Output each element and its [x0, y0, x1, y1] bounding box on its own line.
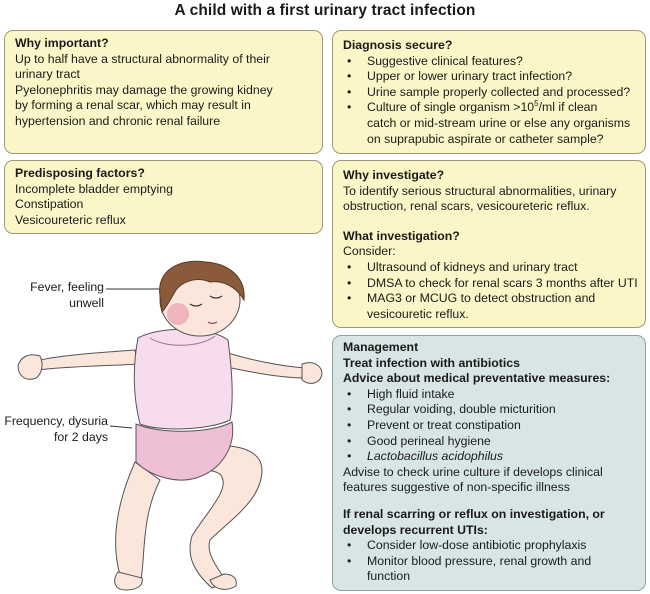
- advise-line: features suggestive of non-specific illness: [343, 480, 570, 495]
- frequency-label: Frequency, dysuria for 2 days: [4, 414, 108, 444]
- why-important-line: by forming a renal scar, which may result in: [15, 98, 251, 113]
- what-investigation-heading: What investigation?: [343, 228, 460, 243]
- why-important-box: [4, 30, 323, 154]
- why-important-line: Up to half have a structural abnormality of their: [15, 51, 270, 66]
- investigation-item: • DMSA to check for renal scars 3 months after UTI: [343, 276, 637, 292]
- management-heading: Management: [343, 340, 419, 354]
- why-important-heading: Why important?: [15, 36, 109, 50]
- diagnosis-heading: Diagnosis secure?: [343, 38, 453, 52]
- predisposing-line: Constipation: [15, 197, 84, 212]
- predisposing-heading: Predisposing factors?: [15, 166, 145, 180]
- measure-item: • Regular voiding, double micturition: [343, 402, 637, 418]
- diagnosis-item: • Upper or lower urinary tract infection?: [343, 69, 637, 85]
- management-subheading: Advice about medical preventative measures:: [343, 371, 611, 386]
- renal-item: • Consider low-dose antibiotic prophylaxis: [343, 538, 637, 554]
- predisposing-line: Vesicoureteric reflux: [15, 212, 126, 227]
- renal-heading: If renal scarring or reflux on investigation, or: [343, 506, 605, 521]
- measure-item: • High fluid intake: [343, 387, 637, 403]
- renal-list: [343, 538, 637, 585]
- measure-item: • Prevent or treat constipation: [343, 418, 637, 434]
- measure-item: • Good perineal hygiene: [343, 434, 637, 450]
- why-investigate-heading: Why investigate?: [343, 168, 445, 182]
- advise-line: Advise to check urine culture if develops clinical: [343, 464, 603, 479]
- what-investigation-intro: Consider:: [343, 244, 396, 259]
- diagnosis-item: • Urine sample properly collected and processed?: [343, 85, 637, 101]
- investigation-item: • MAG3 or MCUG to detect obstruction and vesicouretic reflux.: [343, 291, 637, 322]
- renal-heading: develops recurrent UTIs:: [343, 522, 488, 537]
- diagnosis-box: [332, 30, 646, 154]
- why-important-line: Pyelonephritis may damage the growing kidney: [15, 82, 273, 97]
- investigation-item: • Ultrasound of kidneys and urinary tract: [343, 260, 637, 276]
- renal-item: • Monitor blood pressure, renal growth and function: [343, 554, 637, 585]
- management-box: [332, 335, 646, 591]
- measure-item: • Lactobacillus acidophilus: [343, 449, 637, 465]
- diagnosis-item: • Suggestive clinical features?: [343, 54, 637, 70]
- diagnosis-list: [343, 54, 637, 148]
- fever-label: Fever, feeling unwell: [30, 280, 104, 310]
- investigation-box: [332, 160, 646, 328]
- investigation-list: [343, 260, 637, 322]
- why-investigate-line: obstruction, renal scars, vesicoureteric reflux.: [343, 199, 590, 214]
- management-subheading: Treat infection with antibiotics: [343, 355, 520, 370]
- why-important-line: hypertension and chronic renal failure: [15, 113, 221, 128]
- why-investigate-line: To identify serious structural abnormalities, urinary: [343, 183, 617, 198]
- diagram-title: A child with a first urinary tract infection: [174, 2, 476, 19]
- predisposing-box: [4, 160, 323, 234]
- predisposing-line: Incomplete bladder emptying: [15, 181, 173, 196]
- measures-list: [343, 387, 637, 465]
- why-important-line: urinary tract: [15, 67, 80, 82]
- diagnosis-item: • Culture of single organism $>10^5/ml$ if clean catch or mid-stream urine or else any organisms on suprapubic aspirate or catheter sample?: [343, 100, 637, 147]
